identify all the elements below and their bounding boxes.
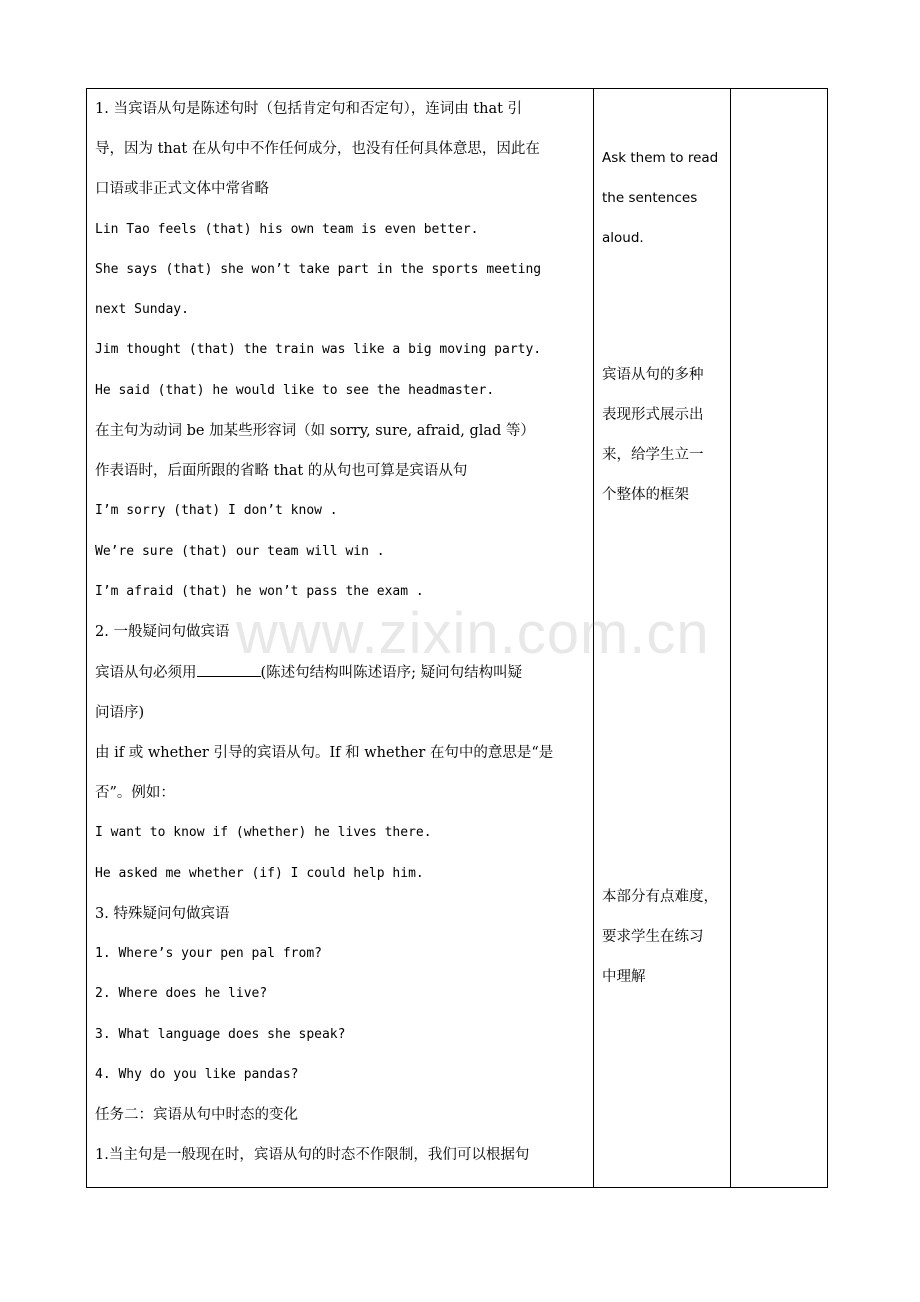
- section-heading: 2. 一般疑问句做宾语: [95, 624, 230, 640]
- blank-prefix: 宾语从句必须用: [95, 665, 197, 681]
- text-line: 问语序): [95, 705, 145, 721]
- example-line: She says (that) she won’t take part in the sports meeting: [95, 262, 542, 277]
- note-line: 要求学生在练习: [602, 929, 704, 945]
- note-line: the sentences: [602, 190, 698, 206]
- text-line: 在主句为动词 be 加某些形容词（如 sorry, sure, afraid, glad 等）: [95, 423, 535, 439]
- task-heading: 任务二：宾语从句中时态的变化: [95, 1107, 298, 1123]
- example-line: He said (that) he would like to see the headmaster.: [95, 383, 495, 398]
- example-line: I’m sorry (that) I don’t know .: [95, 503, 338, 518]
- example-line: He asked me whether (if) I could help him.: [95, 866, 424, 881]
- example-line: 1. Where’s your pen pal from?: [95, 946, 322, 961]
- example-line: I’m afraid (that) he won’t pass the exam .: [95, 584, 424, 599]
- example-line: We’re sure (that) our team will win .: [95, 544, 385, 559]
- example-line: Jim thought (that) the train was like a big moving party.: [95, 342, 542, 357]
- watermark: www.zixin.com.cn: [236, 601, 710, 666]
- empty-column: [731, 89, 827, 1187]
- note-line: 表现形式展示出: [602, 407, 704, 423]
- note-line: 个整体的框架: [602, 487, 689, 503]
- text-line: 作表语时，后面所跟的省略 that 的从句也可算是宾语从句: [95, 463, 468, 479]
- example-line: I want to know if (whether) he lives there.: [95, 825, 432, 840]
- text-line: 由 if 或 whether 引导的宾语从句。If 和 whether 在句中的意思是“是: [95, 745, 554, 761]
- example-line: 3. What language does she speak?: [95, 1027, 346, 1042]
- example-line: 4. Why do you like pandas?: [95, 1067, 299, 1082]
- text-line: 导，因为 that 在从句中不作任何成分，也没有任何具体意思，因此在: [95, 141, 540, 157]
- note-line: 本部分有点难度，: [602, 889, 718, 905]
- example-line: 2. Where does he live?: [95, 986, 268, 1001]
- note-line: 来，给学生立一: [602, 447, 704, 463]
- blank-suffix: (陈述句结构叫陈述语序; 疑问句结构叫疑: [260, 665, 523, 681]
- note-line: 宾语从句的多种: [602, 367, 704, 383]
- section-heading: 3. 特殊疑问句做宾语: [95, 906, 230, 922]
- note-line: 中理解: [602, 969, 646, 985]
- text-line: 1. 当宾语从句是陈述句时（包括肯定句和否定句），连词由 that 引: [95, 101, 523, 117]
- text-line: 1.当主句是一般现在时，宾语从句的时态不作限制，我们可以根据句: [95, 1147, 530, 1163]
- example-line: Lin Tao feels (that) his own team is even better.: [95, 222, 479, 237]
- note-line: Ask them to read: [602, 150, 719, 166]
- text-line: 否”。例如：: [95, 785, 175, 801]
- note-line: aloud.: [602, 230, 644, 246]
- example-line: next Sunday.: [95, 302, 189, 317]
- text-line: 口语或非正式文体中常省略: [95, 181, 269, 197]
